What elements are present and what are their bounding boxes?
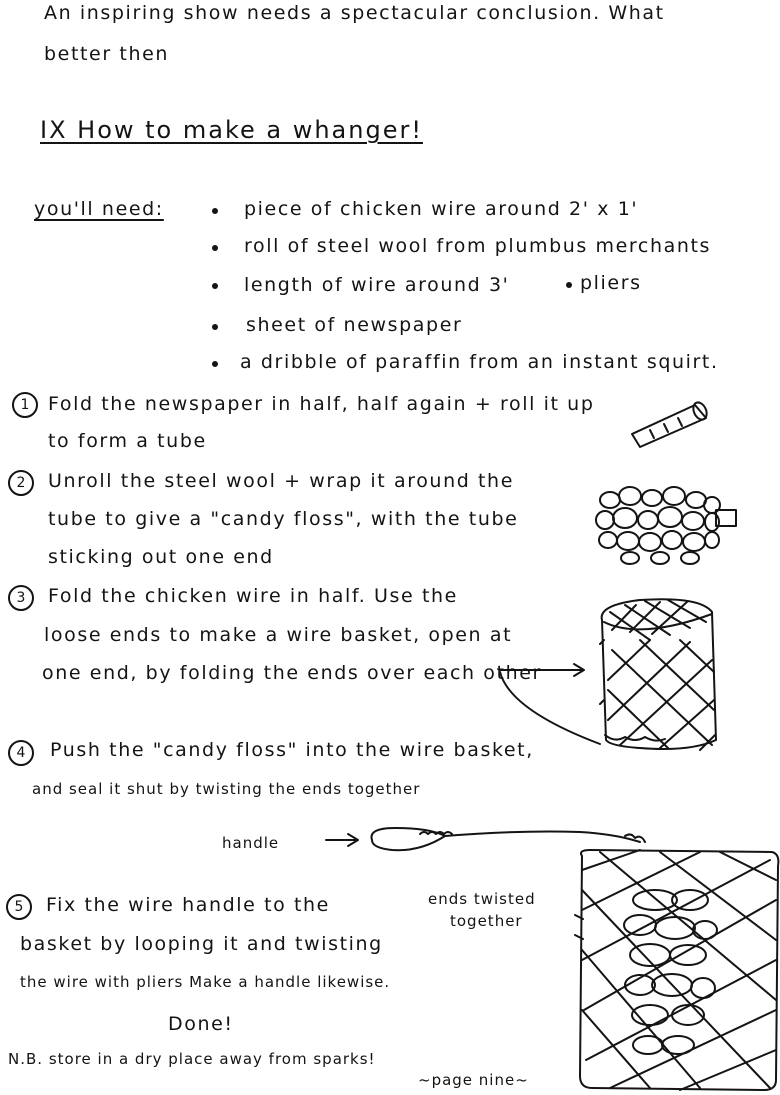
step-number-2: 2 xyxy=(8,470,34,496)
step-3-line-2: loose ends to make a wire basket, open at xyxy=(44,624,513,646)
step-5-line-2: basket by looping it and twisting xyxy=(20,933,383,955)
need-item-newspaper: sheet of newspaper xyxy=(246,314,463,336)
section-title: IX How to make a whanger! xyxy=(40,116,423,144)
step-number-1: 1 xyxy=(12,392,38,418)
step-2-line-2: tube to give a "candy floss", with the tube xyxy=(48,508,519,530)
step-1-line-2: to form a tube xyxy=(48,430,207,452)
step-5-line-3: the wire with pliers Make a handle likewise. xyxy=(20,973,391,991)
handle-label: handle xyxy=(222,834,280,852)
need-item-wire: length of wire around 3' xyxy=(244,274,510,296)
handle-arrow xyxy=(326,834,358,846)
need-item-steel-wool: roll of steel wool from plumbus merchants xyxy=(244,235,712,257)
step-2-line-3: sticking out one end xyxy=(48,546,274,568)
needs-label: you'll need: xyxy=(34,198,164,220)
step-number-3: 3 xyxy=(8,585,34,611)
arrow-to-basket xyxy=(500,664,600,744)
step-5-line-1: Fix the wire handle to the xyxy=(46,894,330,916)
intro-line-2: better then xyxy=(44,43,170,65)
ends-label-line-1: ends twisted xyxy=(428,890,536,908)
step-number-5: 5 xyxy=(6,894,32,920)
need-item-chicken-wire: piece of chicken wire around 2' x 1' xyxy=(244,198,639,220)
intro-line-1: An inspiring show needs a spectacular conclusion. What xyxy=(44,2,665,24)
finished-whanger-drawing xyxy=(575,850,778,1090)
need-item-paraffin: a dribble of paraffin from an instant squirt. xyxy=(240,351,719,373)
step-number-4: 4 xyxy=(8,740,34,766)
step-4-line-2: and seal it shut by twisting the ends together xyxy=(32,780,421,798)
newspaper-tube-drawing xyxy=(632,400,709,447)
nb-note: N.B. store in a dry place away from sparks! xyxy=(8,1050,376,1068)
step-4-line-1: Push the "candy floss" into the wire basket, xyxy=(50,739,534,761)
ends-label-line-2: together xyxy=(450,912,523,930)
step-3-line-1: Fold the chicken wire in half. Use the xyxy=(48,585,458,607)
wire-handle-drawing xyxy=(371,828,645,850)
need-item-pliers: pliers xyxy=(580,272,642,294)
done-text: Done! xyxy=(168,1013,234,1035)
step-3-line-3: one end, by folding the ends over each other xyxy=(42,662,542,684)
candy-floss-drawing xyxy=(596,487,736,564)
step-2-line-1: Unroll the steel wool + wrap it around the xyxy=(48,470,514,492)
wire-basket-drawing xyxy=(600,599,716,750)
page-number: ~page nine~ xyxy=(418,1071,529,1089)
step-1-line-1: Fold the newspaper in half, half again + roll it up xyxy=(48,393,595,415)
